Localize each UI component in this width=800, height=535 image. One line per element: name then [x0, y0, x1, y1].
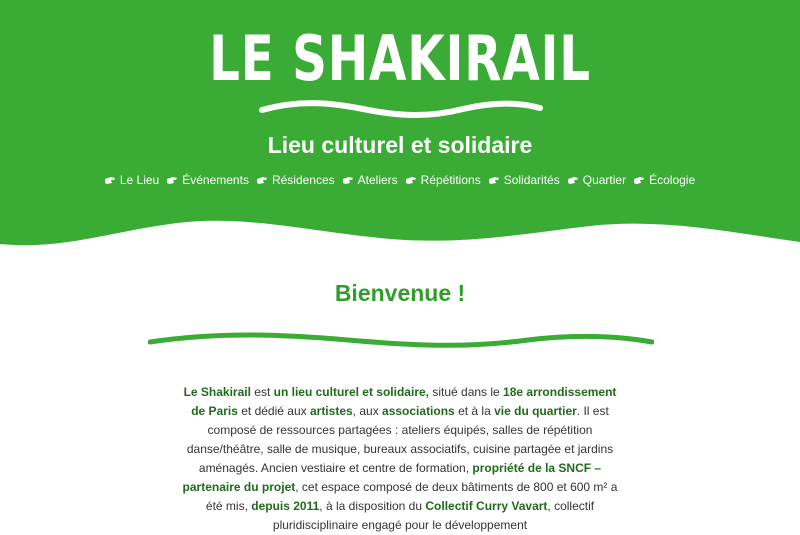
body-text: situé dans le	[429, 385, 504, 399]
nav-item-solidarites[interactable]	[489, 173, 560, 187]
body-text: est	[250, 385, 274, 399]
logo-wave-icon	[258, 96, 544, 122]
hand-pointer-icon	[406, 176, 417, 185]
hand-pointer-icon	[568, 176, 579, 185]
nav-item-quartier[interactable]	[568, 173, 626, 187]
hand-pointer-icon	[105, 176, 116, 185]
nav-item-evenements[interactable]	[167, 173, 249, 187]
nav-item-label: Écologie	[649, 173, 696, 187]
nav-item-ateliers[interactable]	[343, 173, 398, 187]
highlighted-text: un lieu culturel et solidaire,	[273, 385, 429, 399]
nav-item-residences[interactable]	[257, 173, 335, 187]
site-logo[interactable]: LE SHAKIRAIL	[209, 22, 591, 95]
nav-item-label: Résidences	[271, 173, 335, 187]
site-tagline: Lieu culturel et solidaire	[267, 132, 533, 158]
main-navigation	[0, 173, 800, 187]
body-text: et dédié aux	[237, 404, 310, 418]
title-wave-divider	[148, 328, 654, 352]
hand-pointer-icon	[343, 176, 354, 185]
nav-item-repetitions[interactable]	[406, 173, 481, 187]
site-header	[0, 0, 800, 258]
page-title: Bienvenue !	[334, 280, 466, 306]
body-text: , à la disposition du	[319, 499, 426, 513]
nav-item-le-lieu[interactable]	[105, 173, 159, 187]
highlighted-text: Collectif Curry Vavart	[425, 499, 548, 513]
body-text: . Il est composé de ressources partagées : ateliers équipés, salles de répétition danse/théâtre, salle de musique, bureaux associatifs, cuisine partagée et jardins aménagés. Ancien vestiaire et centre de formation,	[186, 404, 614, 475]
hand-pointer-icon	[257, 176, 268, 185]
highlighted-text: depuis 2011	[251, 499, 320, 513]
nav-item-label: Événements	[182, 173, 249, 187]
highlighted-text: vie du quartier	[494, 404, 577, 418]
highlighted-text: propriété de la SNCF – partenaire du projet	[182, 461, 602, 494]
highlighted-text: associations	[382, 404, 455, 418]
intro-paragraph	[176, 383, 624, 535]
hand-pointer-icon	[489, 176, 500, 185]
nav-item-label: Quartier	[582, 173, 627, 187]
body-text: , collectif pluridisciplinaire engagé pour le développement	[272, 499, 595, 532]
body-text: , cet espace composé de deux bâtiments de 800 et 600 m² a été mis,	[205, 480, 618, 513]
body-text: , aux	[352, 404, 383, 418]
hand-pointer-icon	[634, 176, 645, 185]
nav-item-label: Ateliers	[357, 173, 398, 187]
hand-pointer-icon	[167, 176, 178, 185]
nav-item-label: Solidarités	[503, 173, 560, 187]
nav-item-label: Le Lieu	[119, 173, 160, 187]
nav-item-ecologie[interactable]	[634, 173, 695, 187]
highlighted-text: Le Shakirail	[183, 385, 251, 399]
nav-item-label: Répétitions	[420, 173, 481, 187]
body-text: et à la	[454, 404, 495, 418]
highlighted-text: 18e arrondissement de Paris	[191, 385, 617, 418]
highlighted-text: artistes	[309, 404, 353, 418]
